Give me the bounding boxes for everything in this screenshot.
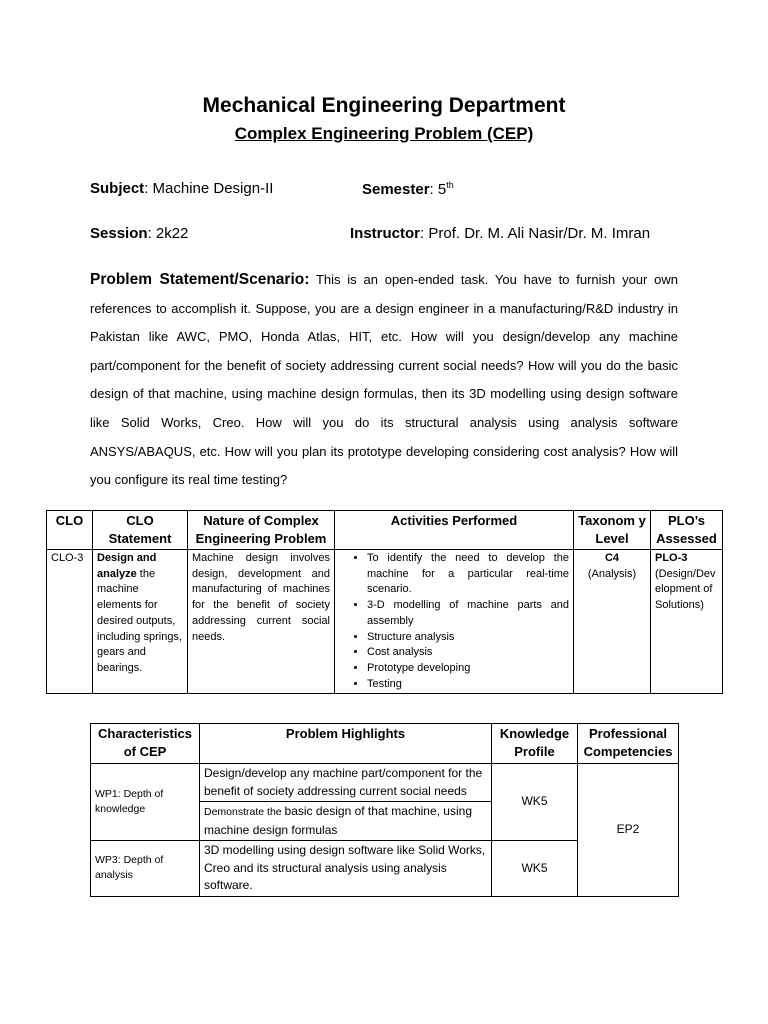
header-plo: PLO’s Assessed bbox=[651, 511, 723, 550]
taxonomy-cell bbox=[574, 550, 651, 694]
department-title: Mechanical Engineering Department bbox=[202, 94, 566, 117]
instructor-value: : Prof. Dr. M. Ali Nasir/Dr. M. Imran bbox=[420, 225, 651, 242]
wp1-highlight-b-small: Demonstrate the bbox=[204, 806, 285, 818]
clo-statement-rest: the machine elements for desired outputs, including springs, gears and bearings. bbox=[97, 567, 182, 674]
clo-data-row bbox=[47, 550, 723, 694]
document-title: Complex Engineering Problem (CEP) bbox=[234, 124, 534, 143]
header-characteristics: Characteristics of CEP bbox=[91, 724, 200, 764]
cep-header-row bbox=[91, 724, 679, 764]
wp3-label: WP3: Depth of analysis bbox=[91, 841, 200, 897]
instructor-line bbox=[350, 225, 650, 242]
clo-table bbox=[46, 510, 723, 694]
wp1-label: WP1: Depth of knowledge bbox=[91, 764, 200, 841]
clo-statement-bold: Design and analyze bbox=[97, 552, 157, 580]
session-label: Session bbox=[90, 225, 148, 242]
activities-cell bbox=[335, 550, 574, 694]
semester-sup: th bbox=[446, 180, 454, 190]
activities-list bbox=[339, 551, 569, 692]
problem-statement bbox=[90, 266, 678, 495]
taxonomy-name: (Analysis) bbox=[587, 567, 637, 580]
clo-header-row bbox=[47, 511, 723, 550]
header-clo: CLO bbox=[47, 511, 93, 550]
cep-table bbox=[90, 723, 679, 897]
subject-value: : Machine Design-II bbox=[144, 180, 274, 197]
semester-line bbox=[362, 180, 454, 198]
instructor-label: Instructor bbox=[350, 225, 421, 242]
subject-label: Subject bbox=[90, 180, 145, 197]
activity-item: • Testing bbox=[367, 677, 569, 693]
header-activities: Activities Performed bbox=[335, 511, 574, 550]
problem-lead: Problem Statement/Scenario: bbox=[90, 271, 310, 288]
competency-cell: EP2 bbox=[578, 764, 679, 897]
wp1-row-a bbox=[91, 764, 679, 802]
plo-cell bbox=[651, 550, 723, 694]
wp3-knowledge: WK5 bbox=[492, 841, 578, 897]
session-line bbox=[90, 225, 188, 242]
header-highlights: Problem Highlights bbox=[200, 724, 492, 764]
activity-item: • Structure analysis bbox=[367, 630, 569, 646]
header-clo-statement: CLO Statement bbox=[93, 511, 188, 550]
header-nature: Nature of Complex Engineering Problem bbox=[188, 511, 335, 550]
wp1-highlight-b-rest: basic design of that machine, using machine design formulas bbox=[204, 804, 472, 837]
header-knowledge: Knowledge Profile bbox=[492, 724, 578, 764]
clo-cell: CLO-3 bbox=[47, 550, 93, 694]
header-taxonomy: Taxonom y Level bbox=[574, 511, 651, 550]
subject-line bbox=[90, 180, 273, 197]
activity-item: • To identify the need to develop the machine for a particular real-time scenario. bbox=[367, 551, 569, 598]
plo-code: PLO-3 bbox=[655, 552, 688, 564]
session-value: : 2k22 bbox=[147, 225, 189, 242]
semester-value: : 5 bbox=[429, 181, 447, 198]
clo-statement-cell bbox=[93, 550, 188, 694]
activity-item: • Cost analysis bbox=[367, 645, 569, 661]
activity-item: • Prototype developing bbox=[367, 661, 569, 677]
wp1-knowledge: WK5 bbox=[492, 764, 578, 841]
header-competencies: Professional Competencies bbox=[578, 724, 679, 764]
wp3-highlight: 3D modelling using design software like Solid Works, Creo and its structural analysis using analysis software. bbox=[200, 841, 492, 897]
activity-item: • 3-D modelling of machine parts and assembly bbox=[367, 598, 569, 629]
problem-text: This is an open-ended task. You have to furnish your own references to accomplish it. Suppose, you are a design engineer in a manufacturing/R&D industry in Pakistan like AWC, PMO, Honda Atlas, HIT, etc. How will you design/develop any machine part/component for the benefit of society addressing current social needs? How will you do the basic design of that machine, using machine design formulas, then its 3D modelling using design software like Solid Works, Creo. How will you do its structural analysis using analysis software ANSYS/ABAQUS, etc. How will you plan its prototype developing considering cost analysis? How will you configure its real time testing? bbox=[90, 272, 678, 488]
plo-name: (Design/Development of Solutions) bbox=[655, 567, 716, 612]
semester-label: Semester bbox=[362, 181, 430, 198]
nature-cell: Machine design involves design, development and manufacturing of machines for the benefit of society addressing current social needs. bbox=[188, 550, 335, 694]
wp1-highlight-a: Design/develop any machine part/component for the benefit of society addressing current social needs bbox=[200, 764, 492, 802]
wp1-highlight-b bbox=[200, 802, 492, 841]
taxonomy-code: C4 bbox=[604, 552, 620, 564]
